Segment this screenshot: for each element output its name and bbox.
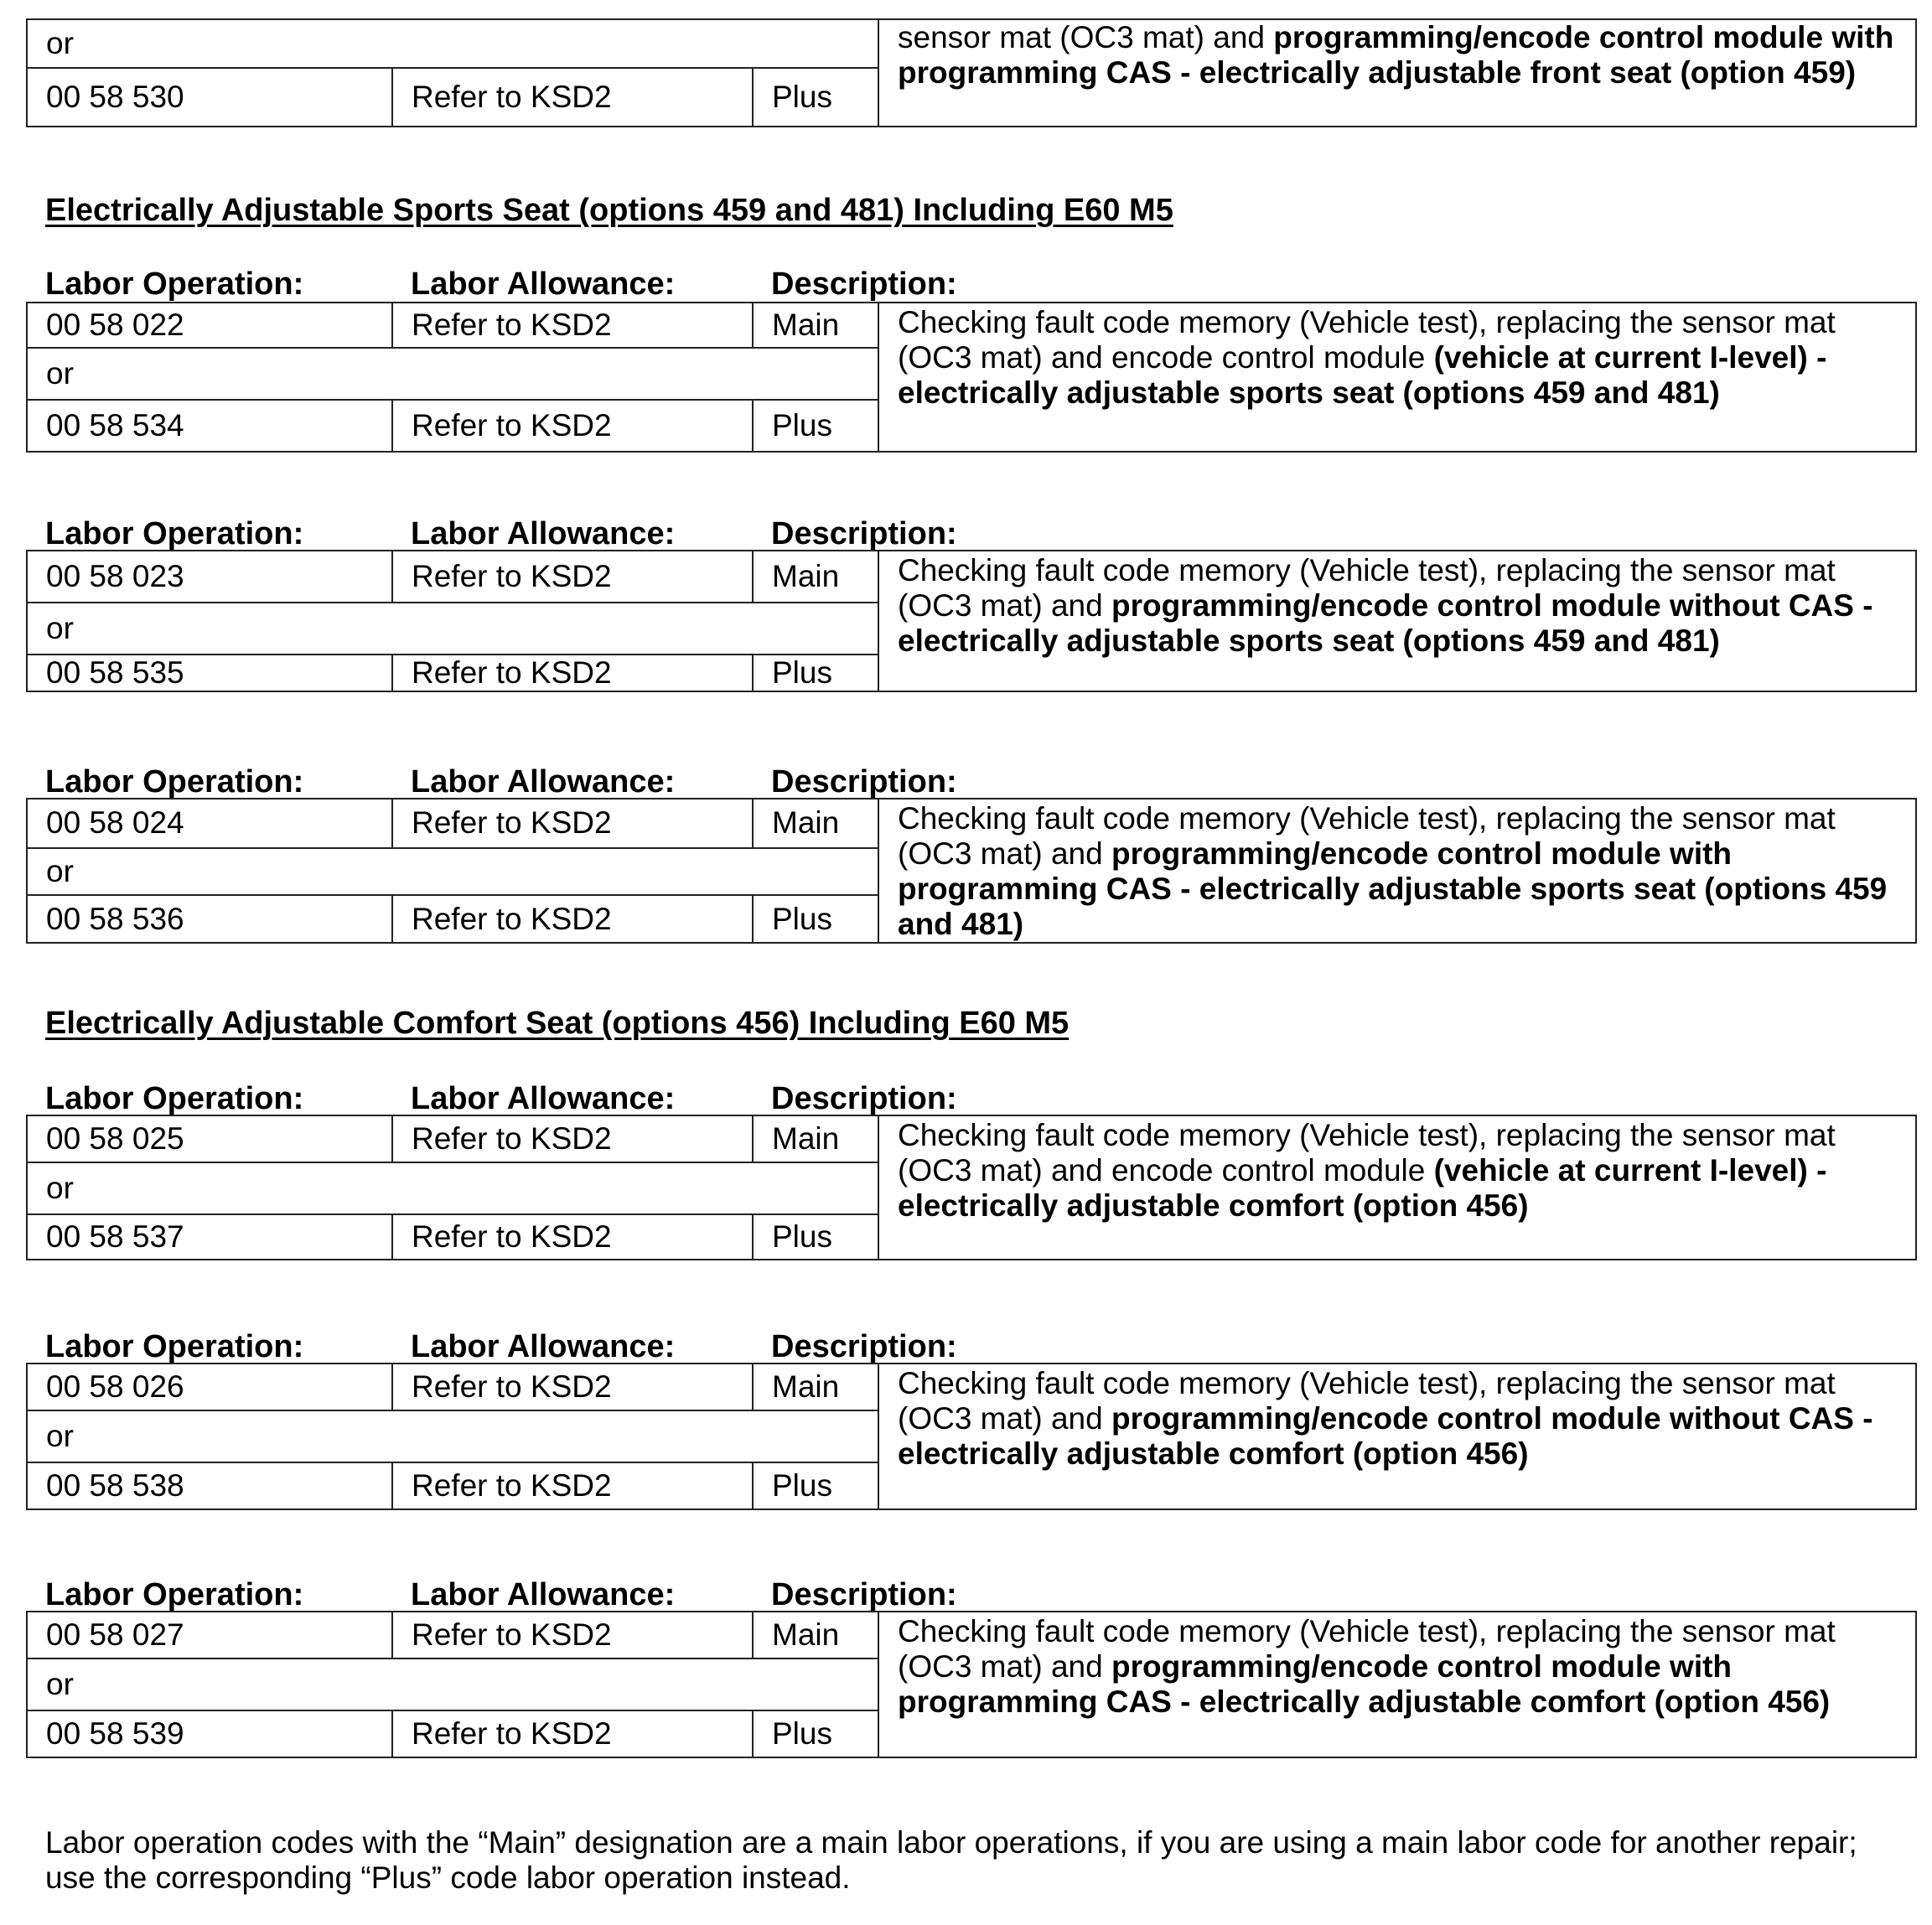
footnote: Labor operation codes with the “Main” designation are a main labor operations, if you are using a main labor code for another repair; use the corresponding “Plus” code labor operation instead. — [45, 1825, 1857, 1895]
header-labor-operation: Labor Operation: — [45, 1329, 304, 1364]
header-labor-operation: Labor Operation: — [45, 1081, 304, 1116]
labor-operation-code: 00 58 026 — [27, 1364, 392, 1410]
or-label: or — [27, 603, 878, 655]
labor-allowance: Refer to KSD2 — [392, 303, 753, 348]
description-cell — [878, 551, 1916, 691]
labor-table-0058026 — [26, 1363, 1917, 1510]
operation-type: Plus — [753, 1214, 878, 1260]
labor-operation-code: 00 58 022 — [27, 303, 392, 348]
labor-table-0058027 — [26, 1611, 1917, 1758]
operation-type: Main — [753, 799, 878, 848]
description-cell — [878, 303, 1916, 452]
labor-allowance: Refer to KSD2 — [392, 68, 753, 127]
description-normal: Checking fault code memory (Vehicle test), replacing the sensor mat (OC3 mat) and encode control module — [898, 305, 1836, 375]
description-cell — [878, 19, 1916, 127]
description-cell — [878, 1364, 1916, 1509]
labor-allowance: Refer to KSD2 — [392, 1364, 753, 1410]
or-label: or — [27, 1162, 878, 1214]
labor-operation-code: 00 58 535 — [27, 655, 392, 691]
description-cell — [878, 1115, 1916, 1260]
operation-type: Plus — [753, 655, 878, 691]
operation-type: Main — [753, 1364, 878, 1410]
description-normal: Checking fault code memory (Vehicle test), replacing the sensor mat (OC3 mat) and — [898, 1366, 1836, 1436]
header-description: Description: — [771, 764, 957, 799]
labor-allowance: Refer to KSD2 — [392, 1115, 753, 1162]
labor-operation-code: 00 58 024 — [27, 799, 392, 848]
labor-operation-code: 00 58 023 — [27, 551, 392, 603]
labor-allowance: Refer to KSD2 — [392, 895, 753, 943]
description-bold: programming/encode control module with programming CAS - electrically adjustable sports seat (options 459 and 481) — [898, 836, 1888, 941]
labor-operation-code: 00 58 025 — [27, 1115, 392, 1162]
or-label: or — [27, 348, 878, 400]
description-normal: Checking fault code memory (Vehicle test), replacing the sensor mat (OC3 mat) and encode control module — [898, 1118, 1836, 1188]
header-labor-allowance: Labor Allowance: — [411, 1081, 676, 1116]
header-labor-operation: Labor Operation: — [45, 516, 304, 551]
operation-type: Main — [753, 1612, 878, 1659]
labor-table-0058024 — [26, 798, 1917, 944]
operation-type: Plus — [753, 895, 878, 943]
operation-type: Main — [753, 1115, 878, 1162]
labor-table-0058025 — [26, 1115, 1917, 1260]
description-bold: (vehicle at current I-level) - electrically adjustable sports seat (options 459 and 481) — [898, 340, 1827, 410]
labor-operation-code: 00 58 530 — [27, 68, 392, 127]
description-normal: Checking fault code memory (Vehicle test), replacing the sensor mat (OC3 mat) and — [898, 553, 1836, 623]
description-bold: programming/encode control module with programming CAS - electrically adjustable comfort (option 456) — [898, 1649, 1831, 1719]
labor-operation-code: 00 58 534 — [27, 400, 392, 452]
labor-allowance: Refer to KSD2 — [392, 1710, 753, 1757]
header-description: Description: — [771, 266, 957, 302]
description-normal: sensor mat (OC3 mat) and — [898, 20, 1274, 54]
labor-operation-code: 00 58 538 — [27, 1462, 392, 1509]
header-description: Description: — [771, 1577, 957, 1612]
header-labor-allowance: Labor Allowance: — [411, 516, 676, 551]
labor-allowance: Refer to KSD2 — [392, 655, 753, 691]
operation-type: Plus — [753, 1710, 878, 1757]
labor-operation-code: 00 58 536 — [27, 895, 392, 943]
description-bold: programming/encode control module without CAS - electrically adjustable comfort (option 456) — [898, 1401, 1873, 1471]
header-labor-operation: Labor Operation: — [45, 1577, 304, 1612]
header-labor-operation: Labor Operation: — [45, 266, 304, 302]
header-labor-operation: Labor Operation: — [45, 764, 304, 799]
section-title-comfort-seat: Electrically Adjustable Comfort Seat (options 456) Including E60 M5 — [45, 1006, 1070, 1041]
labor-table-continued — [26, 18, 1917, 127]
labor-table-0058022 — [26, 302, 1917, 453]
or-label: or — [27, 848, 878, 896]
description-normal: Checking fault code memory (Vehicle test), replacing the sensor mat (OC3 mat) and — [898, 801, 1836, 871]
labor-operation-code: 00 58 537 — [27, 1214, 392, 1260]
description-cell — [878, 799, 1916, 943]
labor-operation-code: 00 58 027 — [27, 1612, 392, 1659]
header-description: Description: — [771, 1329, 957, 1364]
labor-allowance: Refer to KSD2 — [392, 400, 753, 452]
description-normal: Checking fault code memory (Vehicle test), replacing the sensor mat (OC3 mat) and — [898, 1614, 1836, 1684]
operation-type: Main — [753, 551, 878, 603]
labor-table-0058023 — [26, 550, 1917, 692]
description-bold: programming/encode control module without CAS - electrically adjustable sports seat (options 459 and 481) — [898, 588, 1873, 658]
labor-allowance: Refer to KSD2 — [392, 551, 753, 603]
operation-type: Main — [753, 303, 878, 348]
header-labor-allowance: Labor Allowance: — [411, 1329, 676, 1364]
description-bold: (vehicle at current I-level) - electrically adjustable comfort (option 456) — [898, 1153, 1827, 1223]
labor-allowance: Refer to KSD2 — [392, 1214, 753, 1260]
operation-type: Plus — [753, 1462, 878, 1509]
header-labor-allowance: Labor Allowance: — [411, 266, 676, 302]
header-description: Description: — [771, 516, 957, 551]
header-labor-allowance: Labor Allowance: — [411, 764, 676, 799]
labor-allowance: Refer to KSD2 — [392, 1612, 753, 1659]
labor-allowance: Refer to KSD2 — [392, 1462, 753, 1509]
header-description: Description: — [771, 1081, 957, 1116]
header-labor-allowance: Labor Allowance: — [411, 1577, 676, 1612]
or-label: or — [27, 1659, 878, 1710]
description-bold: programming/encode control module with programming CAS - electrically adjustable front seat (option 459) — [898, 20, 1894, 90]
labor-allowance: Refer to KSD2 — [392, 799, 753, 848]
labor-operation-code: 00 58 539 — [27, 1710, 392, 1757]
or-label: or — [27, 19, 878, 68]
description-cell — [878, 1612, 1916, 1757]
operation-type: Plus — [753, 400, 878, 452]
section-title-sports-seat: Electrically Adjustable Sports Seat (options 459 and 481) Including E60 M5 — [45, 193, 1173, 228]
operation-type: Plus — [753, 68, 878, 127]
or-label: or — [27, 1410, 878, 1462]
